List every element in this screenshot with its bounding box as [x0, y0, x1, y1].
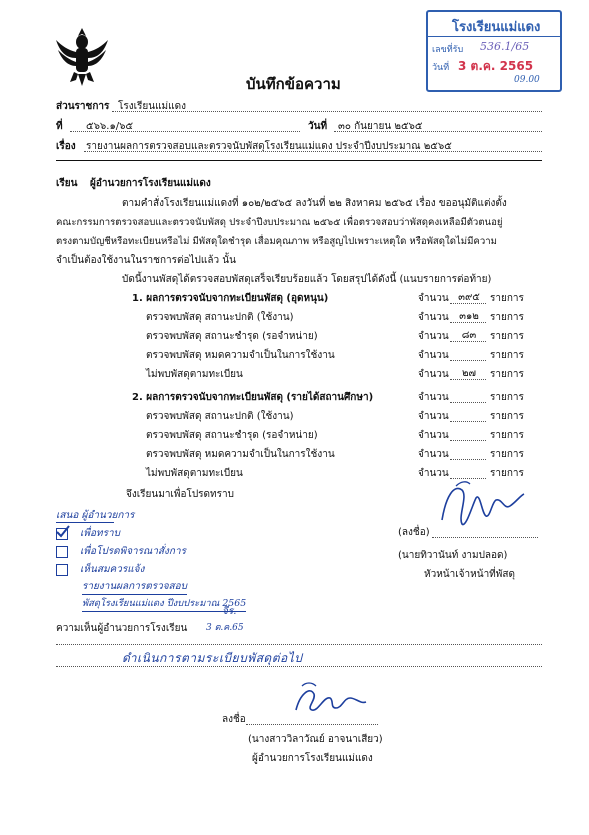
- para1-line2: คณะกรรมการตรวจสอบและตรวจนับพัสดุ ประจำปีงบประมาณ ๒๕๖๕ เพื่อตรวจสอบว่าพัสดุคงเหลือมีตัวตนอยู่: [56, 217, 503, 228]
- director-position: ผู้อำนวยการโรงเรียนแม่แดง: [252, 753, 373, 764]
- closing-text: จึงเรียนมาเพื่อโปรดทราบ: [126, 489, 234, 500]
- stamp-time: 09.00: [514, 75, 540, 85]
- section1-head-dots: [450, 303, 486, 304]
- s2-row2-label: ตรวจพบพัสดุ สถานะชำรุด (รอจำหน่าย): [146, 430, 318, 441]
- s1-row3-label: ตรวจพบพัสดุ หมดความจำเป็นในการใช้งาน: [146, 350, 335, 361]
- director-sign-label: ลงชื่อ: [222, 714, 246, 725]
- s2-row1-unit: รายการ: [490, 411, 524, 422]
- s1-row1-dots: [450, 322, 486, 323]
- s1-row1-amount: จำนวน: [418, 312, 449, 323]
- s2-row4-unit: รายการ: [490, 468, 524, 479]
- deputy-note1: รายงานผลการตรวจสอบ: [82, 579, 187, 595]
- officer-name: (นายทิวานันท์ งามปลอด): [398, 550, 508, 561]
- s1-row1-unit: รายการ: [490, 312, 524, 323]
- deputy-title-underline: [56, 522, 114, 523]
- s2-row2-unit: รายการ: [490, 430, 524, 441]
- date-label: วันที่: [308, 121, 328, 132]
- s2-row4-amount: จำนวน: [418, 468, 449, 479]
- s2-row1-amount: จำนวน: [418, 411, 449, 422]
- stamp-divider: [428, 36, 560, 37]
- section1-heading: 1. ผลการตรวจนับจากทะเบียนพัสดุ (อุดหนุน): [132, 293, 329, 304]
- date-value: ๓๐ กันยายน ๒๕๖๕: [338, 121, 423, 132]
- section1-head-value: ๓๙๕: [458, 292, 480, 303]
- opt-consider: เพื่อโปรดพิจารณาสั่งการ: [80, 546, 186, 557]
- garuda-emblem: [52, 24, 112, 88]
- s1-row3-unit: รายการ: [490, 350, 524, 361]
- doc-no-dotted-line: [70, 131, 300, 132]
- section2-heading: 2. ผลการตรวจนับจากทะเบียนพัสดุ (รายได้สถานศึกษา): [132, 392, 374, 403]
- para1-line4: จำเป็นต้องใช้งานในราชการต่อไปแล้ว นั้น: [56, 255, 236, 266]
- s2-row4-label: ไม่พบพัสดุตามทะเบียน: [146, 468, 243, 479]
- s2-row3-unit: รายการ: [490, 449, 524, 460]
- para1-line1: ตามคำสั่งโรงเรียนแม่แดงที่ ๑๐๒/๒๕๖๕ ลงวันที่ ๒๒ สิงหาคม ๒๕๖๕ เรื่อง ขออนุมัติแต่งตั้ง: [122, 198, 507, 209]
- s2-row3-dots: [450, 459, 486, 460]
- s1-row2-value: ๘๓: [461, 330, 477, 341]
- s1-row2-unit: รายการ: [490, 331, 524, 342]
- checkbox-consider[interactable]: [56, 546, 68, 558]
- checkbox-acknowledge[interactable]: [56, 528, 68, 540]
- s1-row3-amount: จำนวน: [418, 350, 449, 361]
- section2-amount-label: จำนวน: [418, 392, 449, 403]
- doc-no-value: ๕๖๖.๑/๖๕: [86, 121, 134, 132]
- s1-row2-label: ตรวจพบพัสดุ สถานะชำรุด (รอจำหน่าย): [146, 331, 318, 342]
- director-name: (นางสาววิลาวัณย์ อาจนาเสียว): [248, 734, 383, 745]
- officer-signature: [432, 476, 528, 534]
- dept-value: โรงเรียนแม่แดง: [118, 101, 186, 112]
- date-dotted-line: [334, 131, 542, 132]
- header-rule: [56, 160, 542, 161]
- para1-line3: ตรงตามบัญชีหรือทะเบียนหรือไม่ มีพัสดุใดชำรุด เสื่อมคุณภาพ หรือสูญไปเพราะเหตุใด หรือพัสดุใดไม่มีความ: [56, 236, 497, 247]
- dept-dotted-line: [112, 111, 542, 112]
- director-signature: [290, 676, 370, 724]
- director-opinion-label: ความเห็นผู้อำนวยการโรงเรียน: [56, 623, 188, 634]
- para2: บัดนี้งานพัสดุได้ตรวจสอบพัสดุเสร็จเรียบร้อยแล้ว โดยสรุปได้ดังนี้ (แนบรายการต่อท้าย): [122, 274, 492, 285]
- s2-row2-amount: จำนวน: [418, 430, 449, 441]
- s1-row1-value: ๓๑๒: [459, 311, 479, 322]
- officer-sign-line: [432, 537, 538, 538]
- section1-amount-label: จำนวน: [418, 293, 449, 304]
- deputy-title: เสนอ ผู้อำนวยการ: [56, 510, 135, 521]
- s1-row3-dots: [450, 360, 486, 361]
- officer-sign-label: (ลงชื่อ): [398, 527, 430, 538]
- stamp-recv-label: เลขที่รับ: [432, 45, 464, 55]
- deputy-initials: จีร.: [222, 606, 237, 617]
- s2-row3-label: ตรวจพบพัสดุ หมดความจำเป็นในการใช้งาน: [146, 449, 335, 460]
- s1-row2-amount: จำนวน: [418, 331, 449, 342]
- s1-row4-dots: [450, 379, 486, 380]
- s2-row3-amount: จำนวน: [418, 449, 449, 460]
- stamp-date: 3 ต.ค. 2565: [458, 59, 534, 73]
- section1-unit: รายการ: [490, 293, 524, 304]
- director-sign-line: [246, 724, 378, 725]
- s1-row2-dots: [450, 341, 486, 342]
- director-opinion-text: ดำเนินการตามระเบียบพัสดุต่อไป: [122, 651, 303, 665]
- subject-label: เรื่อง: [56, 141, 76, 152]
- stamp-school: โรงเรียนแม่แดง: [452, 20, 541, 35]
- s1-row4-unit: รายการ: [490, 369, 524, 380]
- stamp-recv-no: 536.1/65: [480, 40, 530, 53]
- salutation-value: ผู้อำนวยการโรงเรียนแม่แดง: [90, 178, 211, 189]
- s2-row2-dots: [450, 440, 486, 441]
- subject-value: รายงานผลการตรวจสอบและตรวจนับพัสดุโรงเรียนแม่แดง ประจำปีงบประมาณ ๒๕๖๕: [86, 141, 452, 152]
- opinion-line2: [56, 666, 542, 667]
- section2-unit: รายการ: [490, 392, 524, 403]
- s1-row4-value: ๒๗: [461, 368, 477, 379]
- s1-row4-label: ไม่พบพัสดุตามทะเบียน: [146, 369, 243, 380]
- opt-acknowledge: เพื่อทราบ: [80, 528, 120, 539]
- deputy-date: 3 ต.ค.65: [206, 623, 244, 633]
- s2-row1-dots: [450, 421, 486, 422]
- deputy-note2: พัสดุโรงเรียนแม่แดง ปีงบประมาณ 2565: [82, 596, 246, 612]
- salutation-label: เรียน: [56, 178, 78, 189]
- officer-position: หัวหน้าเจ้าหน้าที่พัสดุ: [424, 569, 515, 580]
- s2-row1-label: ตรวจพบพัสดุ สถานะปกติ (ใช้งาน): [146, 411, 294, 422]
- memo-title: บันทึกข้อความ: [246, 75, 341, 93]
- section2-head-dots: [450, 402, 486, 403]
- checkbox-notify[interactable]: [56, 564, 68, 576]
- received-stamp: [426, 10, 562, 92]
- s1-row4-amount: จำนวน: [418, 369, 449, 380]
- s1-row1-label: ตรวจพบพัสดุ สถานะปกติ (ใช้งาน): [146, 312, 294, 323]
- subject-dotted-line: [84, 151, 542, 152]
- opt-notify: เห็นสมควรแจ้ง: [80, 564, 145, 575]
- dept-label: ส่วนราชการ: [56, 101, 110, 112]
- stamp-date-label: วันที่: [432, 63, 450, 73]
- doc-no-label: ที่: [56, 121, 63, 132]
- opinion-line1: [56, 644, 542, 645]
